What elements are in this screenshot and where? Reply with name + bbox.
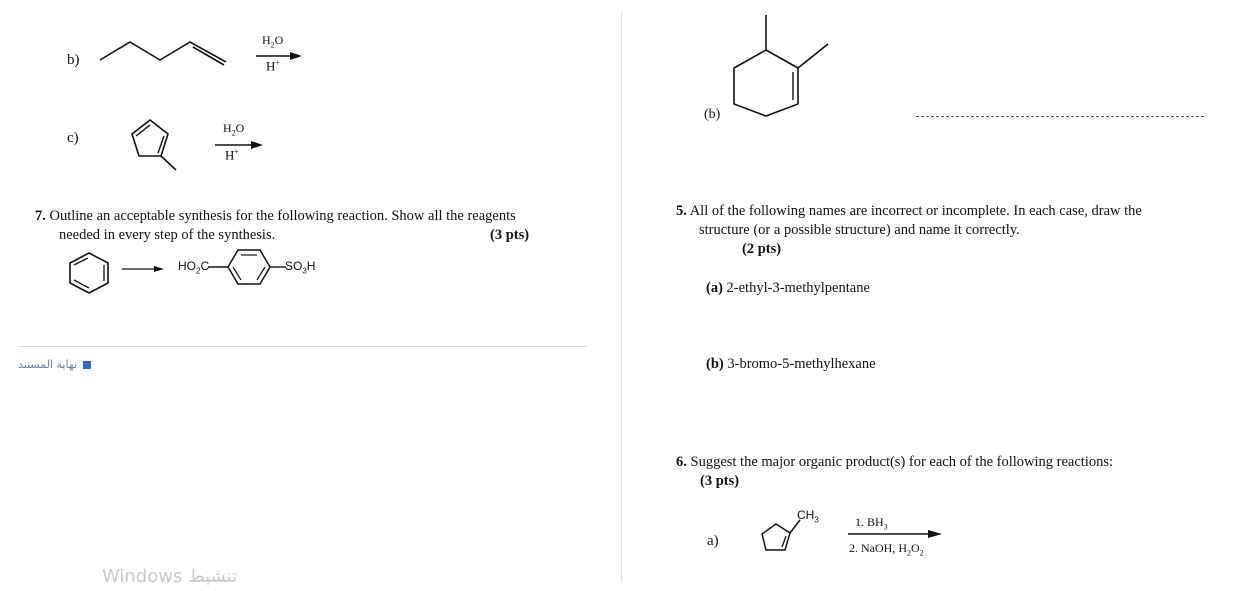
so3h-group: $SO_3H$ xyxy=(285,259,316,276)
reagent-h2o-b: $H_2O$ xyxy=(262,33,284,50)
item-b-label: b) xyxy=(67,52,80,68)
question-7: 7. Outline an acceptable synthesis for the following reaction. Show all the reagents xyxy=(35,208,516,224)
reagent-step-2: 2. NaOH, $H_2O_2$ xyxy=(849,541,924,558)
answer-line xyxy=(916,116,1204,117)
item-c-label: c) xyxy=(67,130,79,146)
question-5: 5. All of the following names are incorrect or incomplete. In each case, draw the xyxy=(676,203,1142,219)
reagent-h2o-c: $H_2O$ xyxy=(223,121,245,138)
synthesis-arrow xyxy=(120,263,166,275)
reaction-arrow-6a xyxy=(846,528,944,540)
question-5-item-a: (a) 2-ethyl-3-methylpentane xyxy=(706,280,870,296)
question-6: 6. Suggest the major organic product(s) for each of the following reactions: xyxy=(676,454,1114,470)
reagent-step-1: 1. $BH_3$ xyxy=(855,515,888,532)
reagent-h-plus-c: H+ xyxy=(225,147,239,163)
benzenesulfonic-acid-ring xyxy=(208,246,292,292)
reagent-h-plus-b: H+ xyxy=(266,58,280,74)
activate-windows-watermark: Windows تنشيط xyxy=(102,566,238,587)
end-marker-square xyxy=(83,361,91,369)
page-divider-horizontal xyxy=(18,346,587,347)
ho2c-group: $HO_2C$ xyxy=(178,259,210,276)
question-6-points: (3 pts) xyxy=(700,473,740,489)
reaction-arrow-c xyxy=(213,139,265,151)
methylcyclopentene-structure xyxy=(752,514,802,556)
methylcyclopentadiene-structure xyxy=(120,112,190,178)
question-5-line2: structure (or a possible structure) and name it correctly. xyxy=(699,222,1020,238)
question-7-line2: needed in every step of the synthesis. xyxy=(59,227,276,243)
ch3-group: $CH_3$ xyxy=(797,508,819,525)
end-of-document-marker: نهاية المستند xyxy=(18,358,91,371)
question-6-item-a-label: a) xyxy=(707,533,719,549)
dimethylcyclohexene-structure xyxy=(722,10,832,122)
benzene-structure xyxy=(64,250,114,296)
question-7-points: (3 pts) xyxy=(490,227,530,243)
structure-b-label: (b) xyxy=(704,107,721,122)
pentene-structure xyxy=(96,36,236,68)
question-5-item-b: (b) 3-bromo-5-methylhexane xyxy=(706,356,876,372)
page-divider-vertical xyxy=(621,12,622,582)
question-5-points: (2 pts) xyxy=(742,241,782,257)
